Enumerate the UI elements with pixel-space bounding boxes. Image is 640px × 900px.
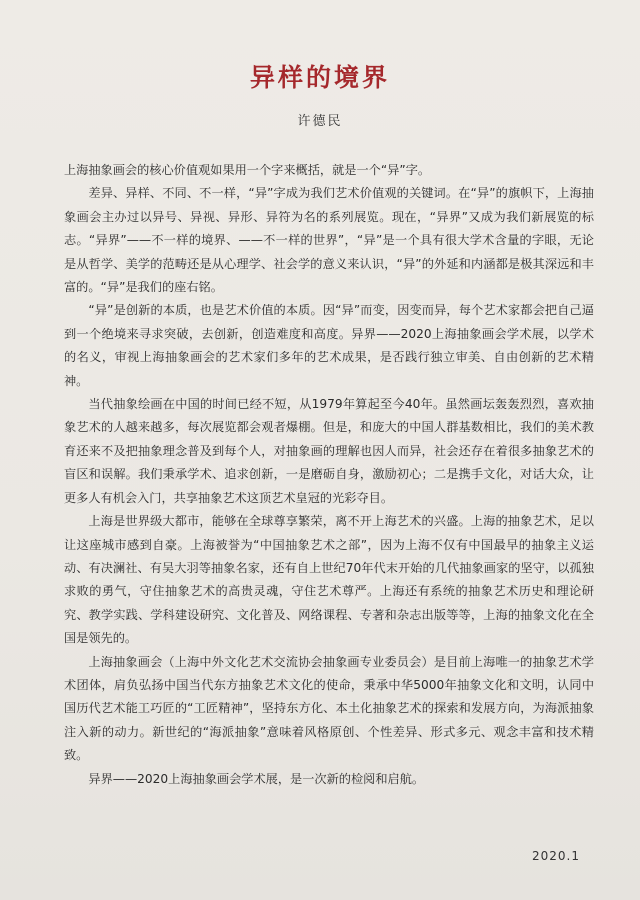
paragraph: 上海是世界级大都市，能够在全球尊享繁荣，离不开上海艺术的兴盛。上海的抽象艺术，足以让这座城市感到自豪。上海被誉为“中国抽象艺术之部”，因为上海不仅有中国最早的抽象主义运动、有决澜社、有吴大羽等抽象名家，还有自上世纪70年代末开始的几代抽象画家的坚守，以孤独求败的勇气，守住抽象艺术的高贵灵魂，守住艺术尊严。上海还有系统的抽象艺术历史和理论研究、教学实践、学科建设研究、文化普及、网络课程、专著和杂志出版等等，上海的抽象文化在全国是领先的。 xyxy=(64,514,594,646)
paragraph: 上海抽象画会的核心价值观如果用一个字来概括，就是一个“异”字。 xyxy=(64,163,431,177)
paragraph: 差异、异样、不同、不一样，“异”字成为我们艺术价值观的关键词。在“异”的旗帜下，上海抽象画会主办过以异号、异视、异形、异符为名的系列展览。现在，“异界”又成为我们新展览的标志。“异界”——不一样的境界、——不一样的世界”，“异”是一个具有很大学术含量的字眼，无论是从哲学、美学的范畴还是从心理学、社会学的意义来认识，“异”的外延和内涵都是极其深远和丰富的。“异”是我们的座右铭。 xyxy=(64,186,594,295)
author-name: 许德民 xyxy=(297,114,343,129)
paragraph: 异界——2020上海抽象画会学术展，是一次新的检阅和启航。 xyxy=(88,771,425,786)
paragraph: 上海抽象画会（上海中外文化艺术交流协会抽象画专业委员会）是目前上海唯一的抽象艺术学术团体，肩负弘扬中国当代东方抽象艺术文化的使命，秉承中华5000年抽象文化和文明，认同中国历代艺术能工巧匠的“工匠精神”，坚持东方化、本土化抽象艺术的探索和发展方向，为海派抽象注入新的动力。新世纪的“海派抽象”意味着风格原创、个性差异、形式多元、观念丰富和技术精致。 xyxy=(64,654,594,763)
document-date: 2020.1 xyxy=(532,849,580,863)
paragraph: “异”是创新的本质，也是艺术价值的本质。因“异”而变，因变而异，每个艺术家都会把自己逼到一个绝境来寻求突破，去创新，创造难度和高度。异界——2020上海抽象画会学术展，以学术的名义，审视上海抽象画会的艺术家们多年的艺术成果，是否践行独立审美、自由创新的艺术精神。 xyxy=(64,303,594,388)
paragraph: 当代抽象绘画在中国的时间已经不短，从1979年算起至今40年。虽然画坛轰轰烈烈，喜欢抽象艺术的人越来越多，每次展览都会观者爆棚。但是，和庞大的中国人群基数相比，我们的美术教育还来不及把抽象理念普及到每个人，对抽象画的理解也因人而异，社会还存在着很多抽象艺术的盲区和误解。我们秉承学术、追求创新，一是磨砺自身，激励初心；二是携手文化，对话大众，让更多人有机会入门，共享抽象艺术这顶艺术皇冠的光彩夺目。 xyxy=(64,397,594,505)
page-title: 异样的境界 xyxy=(249,63,390,92)
article-body xyxy=(64,159,594,791)
